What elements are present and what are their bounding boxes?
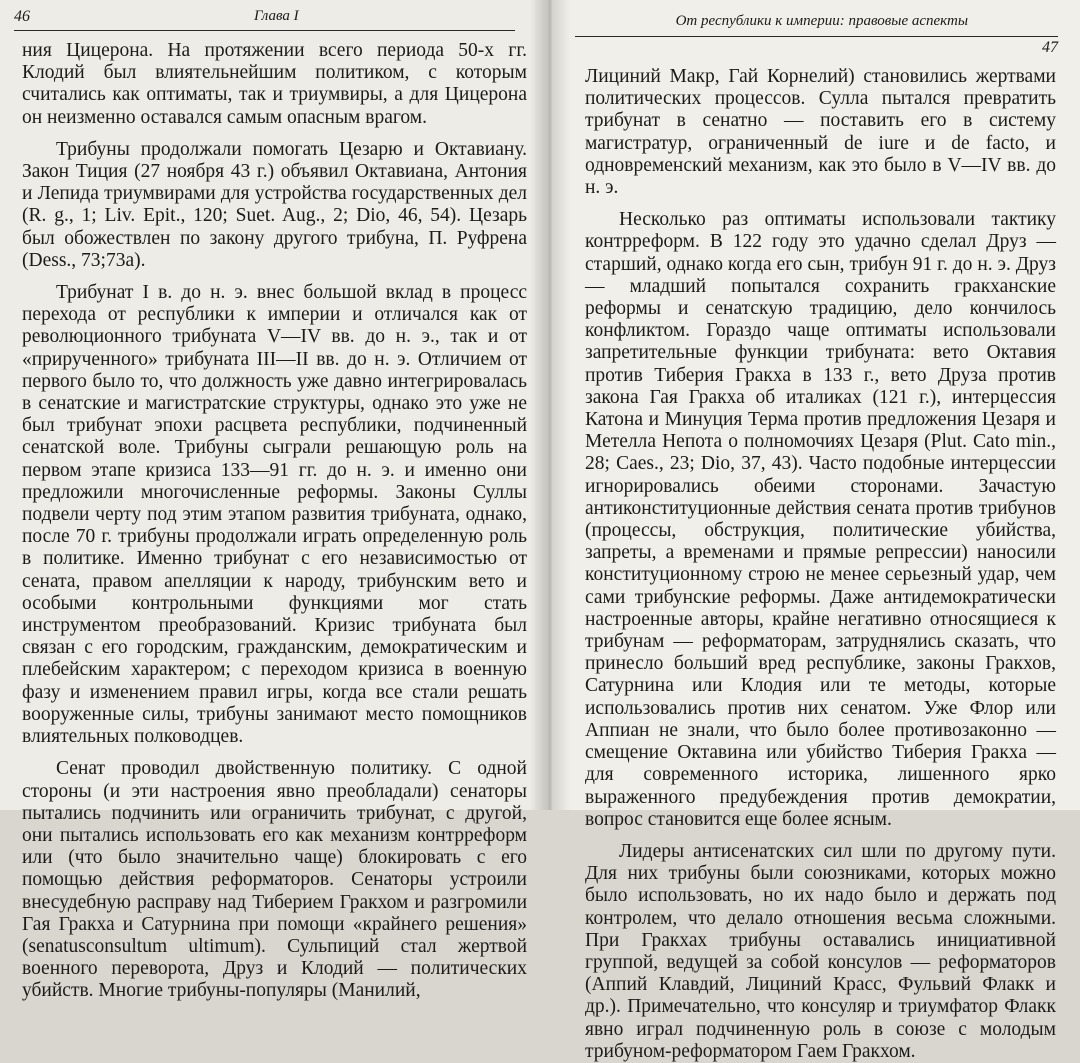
left-paragraph-3: Трибунат I в. до н. э. внес большой вклад в процесс перехода от республики к империи и отличался как от революционного трибуната V—IV вв. до н. э., так и от «прирученного» трибуната III—II вв. до н. э. Отличием от первого было то, что должность уже давно интегрировалась в сенатские и магистратские структуры, однако это уже не был трибунат эпохи расцвета республики, подчиненный сенатской воле. Трибуны сыграли решающую роль на первом этапе кризиса 133—91 гг. до н. э. и именно они предложили многочисленные реформы. Законы Суллы подвели черту под этим этапом развития трибуната, однако, после 70 г. трибуны продолжали играть определенную роль в политике. Именно трибунат с его независимостью от сената, правом апелляции к народу, трибунским вето и особыми контрольными функциями мог стать инструментом преобразований. Кризис трибуната был связан с его городским, гражданским, демократическим и плебейским характером; с переходом кризиса в военную фазу и изменением правил игры, когда все стали решать вооруженные силы, трибуны занимают место помощников влиятельных полководцев. — [22, 282, 527, 748]
chapter-title: Глава I — [254, 8, 299, 24]
left-page — [0, 0, 545, 1002]
left-running-head — [14, 8, 515, 31]
left-page-number: 46 — [14, 8, 30, 25]
right-paragraph-1: Лициний Макр, Гай Корнелий) становились жертвами политических процессов. Сулла пытался превратить трибунат в сенатно — поставить его в систему магистратур, ограниченный de iure и de facto, и одновременский механизм, как это было в V—IV вв. до н. э. — [585, 66, 1056, 199]
right-page — [545, 0, 1080, 1062]
right-page-text — [585, 66, 1056, 1063]
right-running-head — [575, 13, 1058, 57]
right-page-number: 47 — [1042, 39, 1058, 56]
right-paragraph-2: Несколько раз оптиматы использовали тактику контрреформ. В 122 году это удачно сделал Друз — старший, однако когда его сын, трибун 91 г. до н. э. Друз — младший попытался сохранить гракханские реформы и сенатскую традицию, дело кончилось конфликтом. Гораздо чаще оптиматы использовали запретительные функции трибуната: вето Октавия против Тиберия Гракха в 133 г., вето Друза против закона Гая Гракха об италиках (121 г.), интерцессия Катона и Минуция Терма против предложения Цезаря и Метелла Непота о полномочиях Цезаря (Plut. Cato min., 28; Caes., 23; Dio, 37, 43). Часто подобные интерцессии игнорировались обеими сторонами. Зачастую антиконституционные действия сената против трибунов (процессы, обструкция, политические убийства, запреты, а временами и прямые репрессии) наносили конституционному строю не менее серьезный удар, чем сами трибунские реформы. Даже антидемократически настроенные авторы, крайне негативно относящиеся к трибунам — реформаторам, затруднялись сказать, что принесло больший вред республике, законы Гракхов, Сатурнина или Клодия или те методы, которые использовались против них сенатом. Уже Флор или Аппиан не знали, что было более противозаконно — смещение Октавина или убийство Тиберия Гракха — для современного историка, лишенного ярко выраженного предубеждения против демократии, вопрос становится еще более ясным. — [585, 209, 1056, 830]
right-paragraph-3: Лидеры антисенатских сил шли по другому пути. Для них трибуны были союзниками, которых можно было использовать, но их надо было и держать под контролем, что делало отношения весьма сложными. При Гракхах трибуны оставались инициативной группой, ведущей за собой консулов — реформаторов (Аппий Клавдий, Лициний Красс, Фульвий Флакк и др.). Примечательно, что консуляр и триумфатор Флакк явно играл подчиненную роль в союзе с молодым трибуном-реформатором Гаем Гракхом. — [585, 840, 1056, 1062]
left-paragraph-4: Сенат проводил двойственную политику. С одной стороны (и эти настроения явно преобладали) сенаторы пытались подчинить или ограничить трибунат, с другой, они пытались использовать его как механизм контрреформ или (что было значительно чаще) блокировать с его помощью действия реформаторов. Сенаторы устроили внесудебную расправу над Тиберием Гракхом и разгромили Гая Гракха и Сатурнина при помощи «крайнего решения» (senatusconsultum ultimum). Сульпиций стал жертвой военного переворота, Друз и Клодий — политических убийств. Многие трибуны-популяры (Манилий, — [22, 758, 527, 1002]
left-page-text — [22, 40, 527, 1003]
section-title: От республики к империи: правовые аспекты — [675, 13, 968, 29]
left-paragraph-2: Трибуны продолжали помогать Цезарю и Октавиану. Закон Тиция (27 ноября 43 г.) объявил Октавиана, Антония и Лепида триумвирами для устройства государственных дел (R. g., 1; Liv. Epit., 120; Suet. Aug., 2; Dio, 46, 54). Цезарь был обожествлен по закону другого трибуна, П. Руфрена (Dess., 73;73a). — [22, 138, 527, 271]
left-paragraph-1: ния Цицерона. На протяжении всего периода 50-х гг. Клодий был влиятельнейшим политиком, с которым считались как оптиматы, так и триумвиры, а для Цицерона он неизменно оставался самым опасным врагом. — [22, 40, 527, 128]
